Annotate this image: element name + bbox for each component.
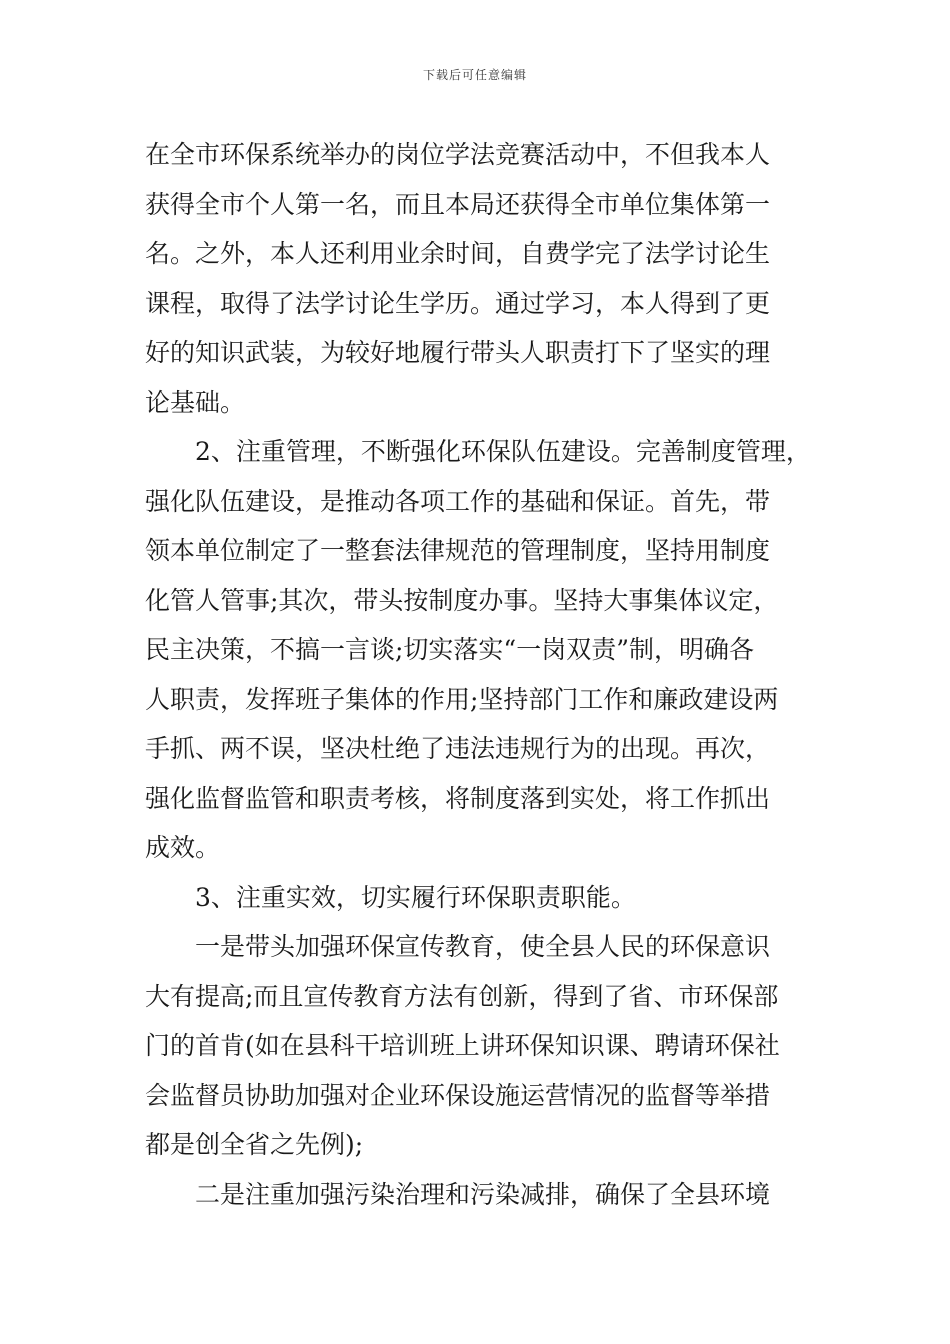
text-line: 2、注重管理，不断强化环保队伍建设。完善制度管理， (195, 437, 811, 466)
text-line: 二是注重加强污染治理和污染减排，确保了全县环境 (195, 1179, 771, 1209)
text-line: 会监督员协助加强对企业环保设施运营情况的监督等举措 (145, 1080, 771, 1110)
text-line: 化管人管事;其次，带头按制度办事。坚持大事集体议定， (145, 585, 779, 615)
text-line: 3、注重实效，切实履行环保职责职能。 (195, 882, 636, 912)
text-line: 获得全市个人第一名，而且本局还获得全市单位集体第一 (145, 189, 771, 219)
text-line: 强化队伍建设，是推动各项工作的基础和保证。首先，带 (145, 486, 771, 516)
text-line: 一是带头加强环保宣传教育，使全县人民的环保意识 (195, 932, 771, 961)
text-line: 都是创全省之先例); (145, 1130, 364, 1159)
text-line: 论基础。 (145, 387, 246, 417)
text-line: 手抓、两不误，坚决杜绝了违法违规行为的出现。再次， (145, 734, 771, 763)
text-line: 领本单位制定了一整套法律规范的管理制度，坚持用制度 (145, 536, 771, 565)
page-header: 下载后可任意编辑 (422, 68, 527, 82)
text-line: 在全市环保系统举办的岗位学法竞赛活动中，不但我本人 (145, 140, 771, 169)
text-line: 成效。 (145, 833, 221, 862)
text-line: 名。之外，本人还利用业余时间，自费学完了法学讨论生 (145, 239, 771, 268)
text-line: 好的知识武装，为较好地履行带头人职责打下了坚实的理 (145, 338, 771, 367)
body-text (145, 130, 845, 1219)
text-line: 民主决策，不搞一言谈;切实落实“一岗双责”制，明确各 (145, 635, 754, 664)
text-line: 门的首肯(如在县科干培训班上讲环保知识课、聘请环保社 (145, 1031, 780, 1060)
text-line: 大有提高;而且宣传教育方法有创新，得到了省、市环保部 (145, 981, 779, 1011)
text-line: 人职责，发挥班子集体的作用;坚持部门工作和廉政建设两 (145, 684, 779, 714)
text-line: 强化监督监管和职责考核，将制度落到实处，将工作抓出 (145, 783, 771, 813)
text-line: 课程，取得了法学讨论生学历。通过学习，本人得到了更 (145, 288, 771, 318)
